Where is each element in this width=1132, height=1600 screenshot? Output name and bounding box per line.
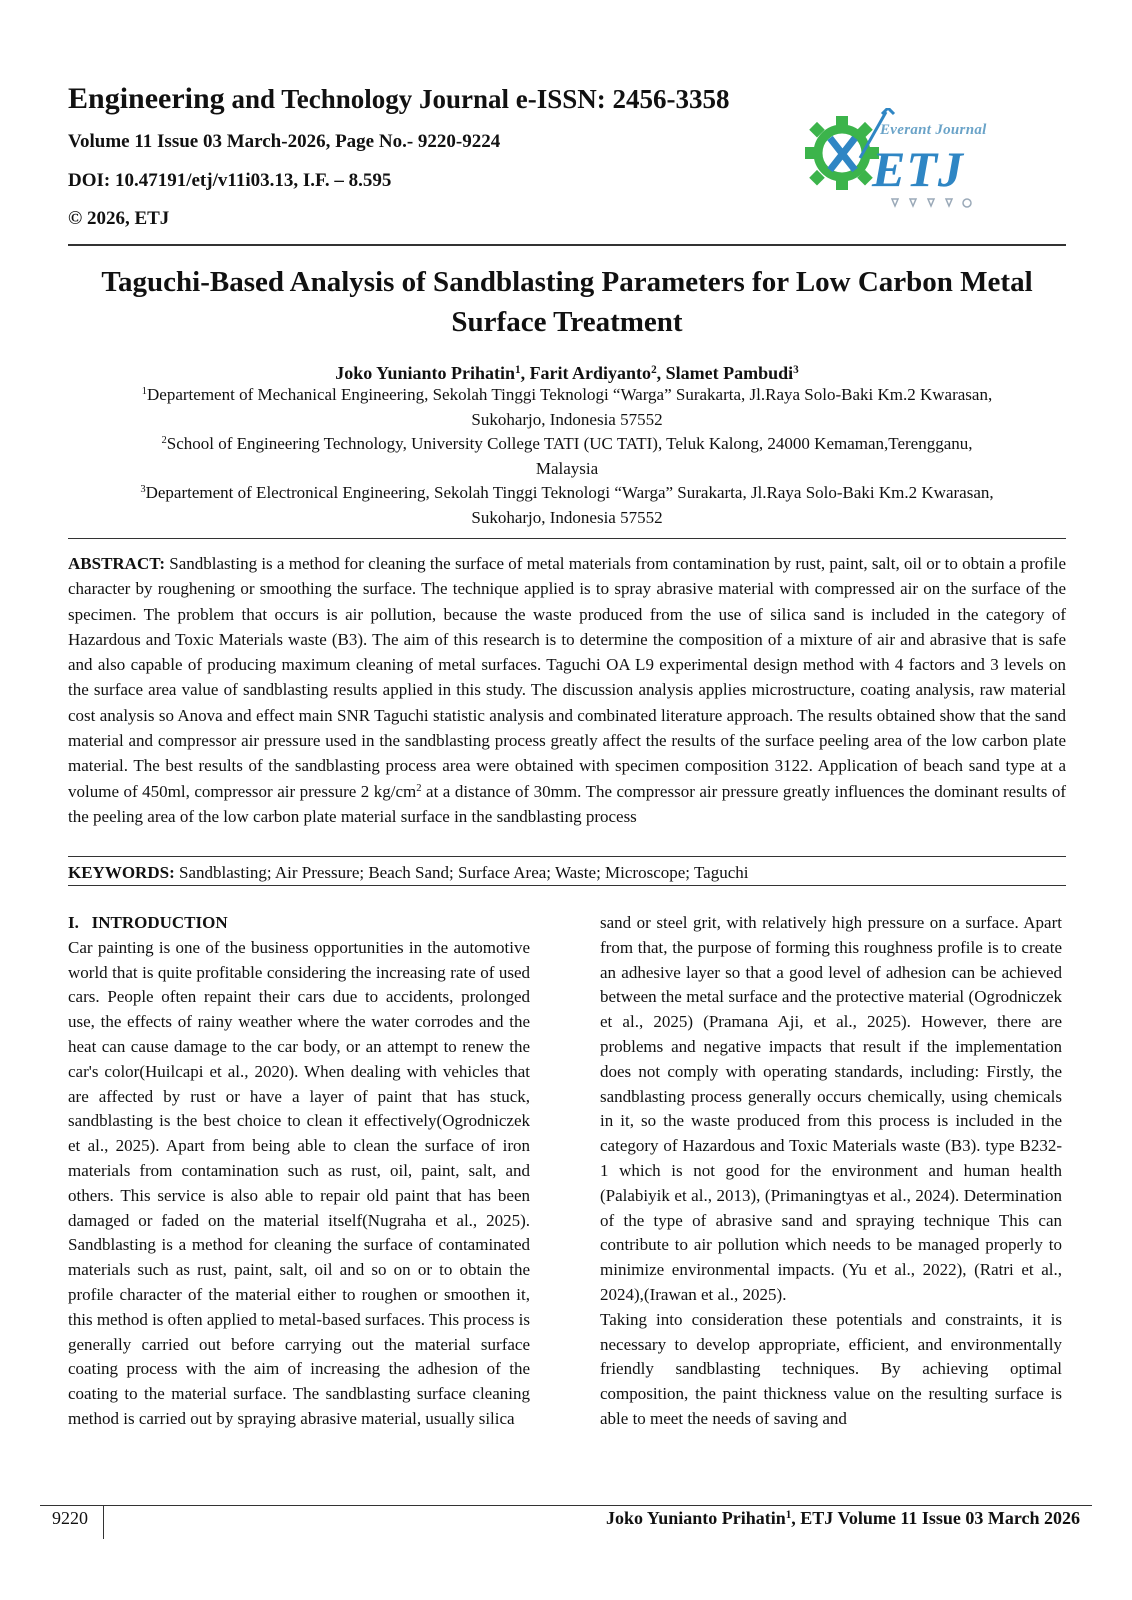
keywords	[68, 860, 1066, 885]
affiliation-text: School of Engineering Technology, University College TATI (UC TATI), Teluk Kalong, 24000 Kemaman,Terengganu,	[166, 434, 973, 453]
author-list	[68, 363, 1066, 384]
journal-title-first-word: Engineering	[68, 82, 225, 115]
body-right-column	[600, 911, 1062, 1432]
abstract-top-divider	[68, 538, 1066, 539]
paper-title	[68, 262, 1066, 342]
affiliation-mark: 1	[141, 386, 148, 398]
affiliation-text: Departement of Electronical Engineering, Sekolah Tinggi Teknologi “Warga” Surakarta, Jl.Raya Solo-Baki Km.2 Kwarasan,	[145, 483, 994, 502]
introduction-paragraph: Car painting is one of the business opportunities in the automotive world that is quite profitable considering the increasing rate of used cars. People often repaint their cars due to accidents, prolonged use, the effects of rainy weather where the water corrodes and the heat can cause damage to the car body, or an attempt to renew the car's color(Huilcapi et al., 2020). When dealing with vehicles that are affected by rust or have a layer of paint that has stuck, sandblasting is the best choice to clean it effectively(Ogrodniczek et al., 2025). Apart from being able to clean the surface of iron materials from contamination such as rust, oil, paint, salt, and others. This service is also able to repair old paint that has been damaged or faded on the material itself(Nugraha et al., 2025). Sandblasting is a method for cleaning the surface of contaminated materials such as rust, paint, salt, oil and so on or to obtain the profile character of the material either to roughen or smoothen it, this method is often applied to metal-based surfaces. This process is generally carried out before carrying out the material surface coating process with the aim of increasing the adhesion of the coating to the material surface. The sandblasting surface cleaning method is carried out by spraying abrasive material, usually silica	[68, 937, 530, 1428]
keywords-top-divider	[68, 856, 1066, 857]
affiliation-text: Sukoharjo, Indonesia 57552	[471, 410, 663, 429]
keywords-bottom-divider	[68, 885, 1066, 886]
abstract-text: Sandblasting is a method for cleaning the surface of metal materials from contamination by rust, paint, salt, oil or to obtain a profile character by roughening or smoothing the surface. The technique applied is to spray abrasive material with compressed air on the surface of the specimen. The problem that occurs is air pollution, because the waste produced from the use of silica sand is included in the category of Hazardous and Toxic Materials waste (B3). The aim of this research is to determine the composition of a mixture of air and abrasive that is safe and also capable of producing maximum cleaning of metal surfaces. Taguchi OA L9 experimental design method with 4 factors and 3 levels on the surface area value of sandblasting results applied in this study. The discussion analysis applies microstructure, coating analysis, raw material cost analysis so Anova and effect main SNR Taguchi statistic analysis and combinated literature approach. The results obtained show that the sand material and compressor air pressure used in the sandblasting process greatly affect the results of the surface peeling area of the low carbon plate material. The best results of the sandblasting process area were obtained with specimen composition 3122. Application of beach sand type at a volume of 450ml, compressor air pressure 2 kg/cm	[68, 554, 1066, 801]
affiliation-mark: 2	[161, 435, 167, 447]
author-affiliation-mark: 3	[793, 363, 799, 376]
affiliation-mark: 3	[140, 484, 146, 496]
abstract-text-end: at a distance of 30mm. The compressor air pressure greatly influences the dominant results of the peeling area of the low carbon plate material surface in the sandblasting process	[68, 781, 1066, 826]
volume-line: Volume 11 Issue 03 March-2026, Page No.- 9220-9224	[68, 131, 501, 152]
paper-title-line-2: Surface Treatment	[451, 306, 683, 338]
footer-journal-info: , ETJ Volume 11 Issue 03 March 2026	[791, 1508, 1080, 1528]
affiliation-text: Sukoharjo, Indonesia 57552	[471, 508, 663, 527]
author-name: Slamet Pambudi	[665, 363, 794, 383]
footer-author: Joko Yunianto Prihatin	[606, 1508, 786, 1528]
introduction-paragraph: Taking into consideration these potentials and constraints, it is necessary to develop appropriate, efficient, and environmentally friendly sandblasting techniques. By achieving optimal composition, the paint thickness value on the resulting surface is able to meet the needs of saving and	[600, 1309, 1062, 1428]
copyright-line: © 2026, ETJ	[68, 208, 170, 229]
abstract-superscript: 2	[416, 782, 422, 794]
body-left-column	[68, 911, 530, 1432]
author-separator: ,	[656, 363, 666, 383]
keywords-label: KEYWORDS:	[68, 863, 175, 882]
footer-citation	[606, 1508, 1080, 1529]
section-title: INTRODUCTION	[91, 913, 228, 932]
footer-author-mark: 1	[785, 1508, 792, 1521]
footer-separator	[103, 1505, 104, 1539]
affiliation-text: Malaysia	[535, 459, 599, 478]
section-number: I.	[68, 913, 79, 932]
journal-title-rest: and Technology Journal e-ISSN: 2456-3358	[224, 84, 730, 114]
author-separator: ,	[520, 363, 530, 383]
abstract	[68, 551, 1066, 829]
journal-title	[68, 82, 730, 116]
footer-divider	[40, 1505, 1092, 1506]
author-name: Farit Ardiyanto	[529, 363, 652, 383]
etj-logo	[800, 108, 1030, 216]
author-affiliation-mark: 1	[514, 363, 521, 376]
affiliation-3	[68, 480, 1066, 530]
author-name: Joko Yunianto Prihatin	[335, 363, 515, 383]
introduction-paragraph: sand or steel grit, with relatively high pressure on a surface. Apart from that, the purpose of forming this roughness profile is to create an adhesive layer so that a good level of adhesion can be achieved between the metal surface and the protective material (Ogrodniczek et al., 2025) (Pramana Aji, et al., 2025). However, there are problems and negative impacts that result if the implementation does not comply with operating standards, including: Firstly, the sandblasting process generally occurs chemically, using chemicals in it, so the waste produced from this process is included in the category of Hazardous and Toxic Materials waste (B3). type B232-1 which is not good for the environment and human health (Palabiyik et al., 2013), (Primaningtyas et al., 2024). Determination of the type of abrasive sand and spraying technique This can contribute to air pollution which needs to be managed properly to minimize environmental impacts. (Yu et al., 2022), (Ratri et al., 2024),(Irawan et al., 2025).	[600, 913, 1062, 1304]
logo-decoration-icon	[888, 196, 978, 210]
affiliation-1	[68, 382, 1066, 432]
author-affiliation-mark: 2	[651, 363, 657, 376]
header-divider	[68, 244, 1066, 246]
abstract-label: ABSTRACT:	[68, 554, 165, 573]
affiliation-2	[68, 431, 1066, 481]
page-number: 9220	[52, 1508, 88, 1528]
keywords-text: Sandblasting; Air Pressure; Beach Sand; Surface Area; Waste; Microscope; Taguchi	[174, 863, 749, 882]
paper-title-line-1: Taguchi-Based Analysis of Sandblasting Parameters for Low Carbon Metal	[101, 266, 1033, 298]
logo-top-text: Everant Journal	[880, 122, 987, 138]
affiliation-text: Departement of Mechanical Engineering, Sekolah Tinggi Teknologi “Warga” Surakarta, Jl.Raya Solo-Baki Km.2 Kwarasan,	[147, 385, 993, 404]
section-heading-introduction	[68, 911, 530, 936]
logo-main-text: ETJ	[872, 141, 964, 197]
doi-line: DOI: 10.47191/etj/v11i03.13, I.F. – 8.595	[68, 170, 392, 191]
